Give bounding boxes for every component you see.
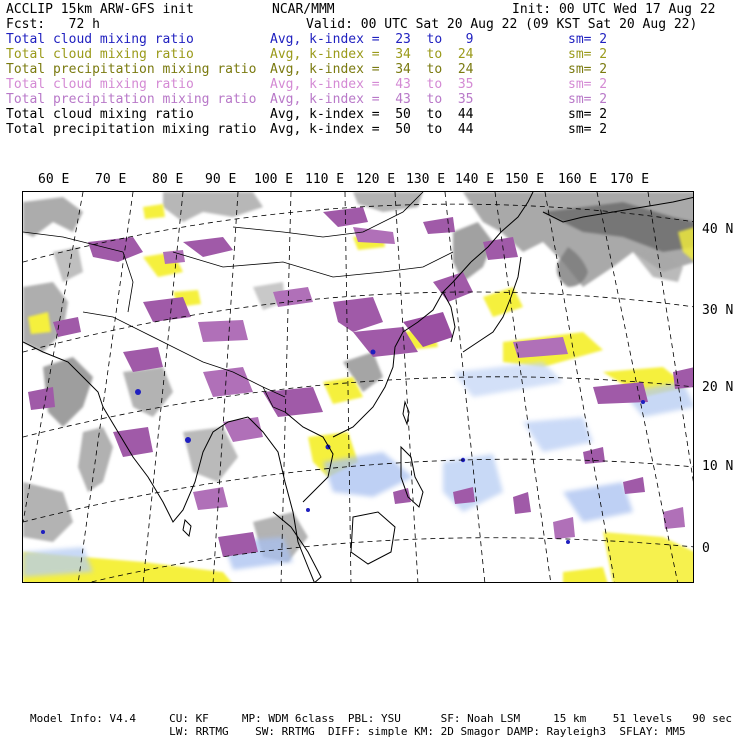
- latitude-label: 40 N: [702, 222, 734, 237]
- legend-k-index: Avg, k-index = 34 to 24: [270, 47, 474, 62]
- latitude-label: 0: [702, 541, 710, 556]
- valid-time: Valid: 00 UTC Sat 20 Aug 22 (09 KST Sat 20 Aug 22): [306, 17, 698, 32]
- longitude-label: 160 E: [558, 172, 598, 187]
- legend-smoothing: sm= 2: [568, 77, 608, 92]
- longitude-label: 100 E: [254, 172, 294, 187]
- longitude-label: 150 E: [505, 172, 545, 187]
- legend-row: [6, 122, 734, 137]
- longitude-label: 90 E: [205, 172, 237, 187]
- legend-smoothing: sm= 2: [568, 107, 608, 122]
- legend-smoothing: sm= 2: [568, 92, 608, 107]
- longitude-label: 80 E: [152, 172, 184, 187]
- legend-row: [6, 92, 734, 107]
- init-time: Init: 00 UTC Wed 17 Aug 22: [512, 2, 716, 17]
- longitude-label: 70 E: [95, 172, 127, 187]
- legend-row: [6, 47, 734, 62]
- longitude-label: 170 E: [610, 172, 650, 187]
- legend-field-name: Total precipitation mixing ratio: [6, 92, 257, 107]
- footer-line-1: Model Info: V4.4 CU: KF MP: WDM 6class PBL: YSU SF: Noah LSM 15 km 51 levels 90 sec: [30, 712, 732, 725]
- map-canvas: [23, 192, 694, 583]
- legend-k-index: Avg, k-index = 23 to 9: [270, 32, 474, 47]
- legend-smoothing: sm= 2: [568, 122, 608, 137]
- legend-field-name: Total precipitation mixing ratio: [6, 122, 257, 137]
- legend-smoothing: sm= 2: [568, 47, 608, 62]
- forecast-hour: Fcst: 72 h: [6, 17, 100, 32]
- legend-smoothing: sm= 2: [568, 32, 608, 47]
- latitude-label: 30 N: [702, 303, 734, 318]
- legend-row: [6, 32, 734, 47]
- legend-row: [6, 107, 734, 122]
- legend-smoothing: sm= 2: [568, 62, 608, 77]
- legend-k-index: Avg, k-index = 34 to 24: [270, 62, 474, 77]
- longitude-label: 120 E: [356, 172, 396, 187]
- longitude-label: 110 E: [305, 172, 345, 187]
- legend-k-index: Avg, k-index = 50 to 44: [270, 122, 474, 137]
- legend-field-name: Total cloud mixing ratio: [6, 107, 194, 122]
- model-title: ACCLIP 15km ARW-GFS init: [6, 2, 194, 17]
- legend-row: [6, 62, 734, 77]
- legend-k-index: Avg, k-index = 43 to 35: [270, 77, 474, 92]
- legend-field-name: Total cloud mixing ratio: [6, 47, 194, 62]
- legend-k-index: Avg, k-index = 43 to 35: [270, 92, 474, 107]
- legend-field-name: Total precipitation mixing ratio: [6, 62, 257, 77]
- header-row-2: [6, 17, 734, 32]
- org-label: NCAR/MMM: [272, 2, 335, 17]
- latitude-label: 20 N: [702, 380, 734, 395]
- legend-k-index: Avg, k-index = 50 to 44: [270, 107, 474, 122]
- map-panel: [22, 191, 694, 583]
- longitude-label: 60 E: [38, 172, 70, 187]
- header-row-1: [6, 2, 734, 17]
- latitude-label: 10 N: [702, 459, 734, 474]
- legend-field-name: Total cloud mixing ratio: [6, 32, 194, 47]
- longitude-label: 130 E: [406, 172, 446, 187]
- legend-field-name: Total cloud mixing ratio: [6, 77, 194, 92]
- legend-row: [6, 77, 734, 92]
- model-info-footer: [30, 712, 732, 738]
- longitude-label: 140 E: [455, 172, 495, 187]
- footer-line-2: LW: RRTMG SW: RRTMG DIFF: simple KM: 2D Smagor DAMP: Rayleigh3 SFLAY: MM5: [30, 725, 686, 738]
